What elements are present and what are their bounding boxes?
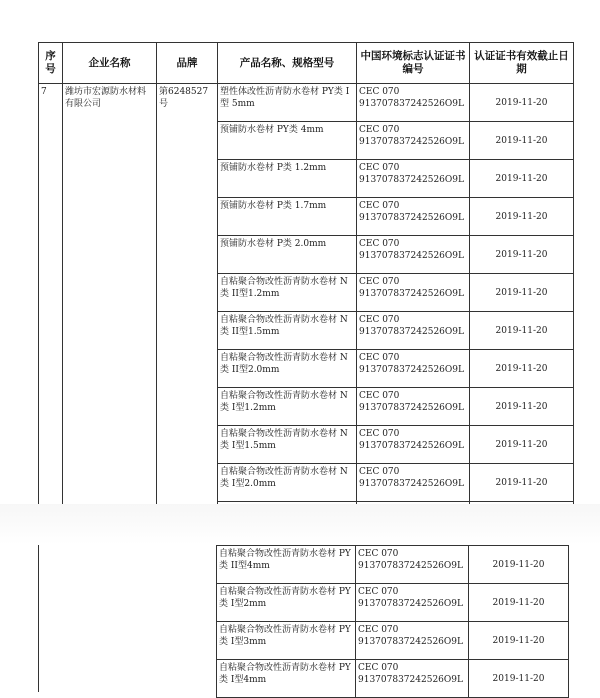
cert-number: 913707837242526O9L xyxy=(359,479,464,489)
product-cell: 自粘聚合物改性沥青防水卷材 N类 II型1.2mm xyxy=(218,274,357,312)
expiry-cell: 2019-11-20 xyxy=(469,622,569,660)
product-cell: 预铺防水卷材 P类 1.2mm xyxy=(218,160,357,198)
product-cell: 自粘聚合物改性沥青防水卷材 N类 I型2.0mm xyxy=(218,464,357,502)
product-cell: 自粘聚合物改性沥青防水卷材 N类 I型1.2mm xyxy=(218,388,357,426)
expiry-cell: 2019-11-20 xyxy=(470,312,574,350)
header-expiry: 认证证书有效截止日期 xyxy=(470,43,574,84)
header-cert-no: 中国环境标志认证证书编号 xyxy=(357,43,470,84)
cert-cell xyxy=(357,84,470,122)
page-break-gap xyxy=(0,504,600,545)
cert-cell xyxy=(357,312,470,350)
cert-number: 913707837242526O9L xyxy=(359,213,464,223)
cert-prefix: CEC 070 xyxy=(359,315,400,325)
cert-cell xyxy=(357,160,470,198)
cert-number: 913707837242526O9L xyxy=(358,637,463,647)
cert-number: 913707837242526O9L xyxy=(359,99,464,109)
cert-prefix: CEC 070 xyxy=(359,467,400,477)
cert-cell xyxy=(357,122,470,160)
cert-prefix: CEC 070 xyxy=(359,429,400,439)
expiry-cell: 2019-11-20 xyxy=(470,84,574,122)
cert-prefix: CEC 070 xyxy=(359,87,400,97)
header-seq: 序号 xyxy=(39,43,63,84)
cert-number: 913707837242526O9L xyxy=(359,251,464,261)
cert-number: 913707837242526O9L xyxy=(358,599,463,609)
cert-prefix: CEC 070 xyxy=(358,625,399,635)
cert-prefix: CEC 070 xyxy=(359,125,400,135)
expiry-cell: 2019-11-20 xyxy=(470,198,574,236)
product-cell: 自粘聚合物改性沥青防水卷材 N类 II型2.0mm xyxy=(218,350,357,388)
cert-prefix: CEC 070 xyxy=(359,201,400,211)
table-row xyxy=(39,84,574,122)
cert-prefix: CEC 070 xyxy=(359,239,400,249)
cert-number: 913707837242526O9L xyxy=(358,675,463,685)
expiry-cell: 2019-11-20 xyxy=(469,584,569,622)
cert-prefix: CEC 070 xyxy=(359,391,400,401)
expiry-cell: 2019-11-20 xyxy=(469,660,569,698)
certificate-table xyxy=(38,42,573,540)
cert-number: 913707837242526O9L xyxy=(359,289,464,299)
expiry-cell: 2019-11-20 xyxy=(470,388,574,426)
product-cell: 预铺防水卷材 PY类 4mm xyxy=(218,122,357,160)
cert-number: 913707837242526O9L xyxy=(359,137,464,147)
header-brand: 品牌 xyxy=(157,43,218,84)
cert-cell xyxy=(356,546,469,584)
product-cell: 自粘聚合物改性沥青防水卷材 PY类 I型3mm xyxy=(217,622,356,660)
product-cell: 预铺防水卷材 P类 2.0mm xyxy=(218,236,357,274)
cert-cell xyxy=(357,274,470,312)
cert-number: 913707837242526O9L xyxy=(358,561,463,571)
header-company: 企业名称 xyxy=(63,43,157,84)
cert-prefix: CEC 070 xyxy=(358,663,399,673)
product-cell: 预铺防水卷材 P类 1.7mm xyxy=(218,198,357,236)
cert-prefix: CEC 070 xyxy=(358,587,399,597)
product-cell: 自粘聚合物改性沥青防水卷材 PY类 I型2mm xyxy=(217,584,356,622)
cert-number: 913707837242526O9L xyxy=(359,403,464,413)
cert-cell xyxy=(356,584,469,622)
expiry-cell: 2019-11-20 xyxy=(470,160,574,198)
cert-cell xyxy=(357,236,470,274)
cert-cell xyxy=(357,388,470,426)
expiry-cell: 2019-11-20 xyxy=(470,464,574,502)
product-cell: 塑性体改性沥青防水卷材 PY类 I型 5mm xyxy=(218,84,357,122)
cert-prefix: CEC 070 xyxy=(359,277,400,287)
entry-company: 潍坊市宏源防水材料有限公司 xyxy=(63,84,157,540)
expiry-cell: 2019-11-20 xyxy=(469,546,569,584)
table-header-row xyxy=(39,43,574,84)
expiry-cell: 2019-11-20 xyxy=(470,274,574,312)
table-row xyxy=(217,584,569,622)
expiry-cell: 2019-11-20 xyxy=(470,350,574,388)
cert-cell xyxy=(356,622,469,660)
product-cell: 自粘聚合物改性沥青防水卷材 PY类 II型4mm xyxy=(217,546,356,584)
header-product: 产品名称、规格型号 xyxy=(218,43,357,84)
product-cell: 自粘聚合物改性沥青防水卷材 N类 I型1.5mm xyxy=(218,426,357,464)
table-row xyxy=(217,622,569,660)
cert-number: 913707837242526O9L xyxy=(359,175,464,185)
cert-prefix: CEC 070 xyxy=(359,353,400,363)
certificate-table-continued xyxy=(216,545,568,698)
cert-number: 913707837242526O9L xyxy=(359,441,464,451)
entry-seq: 7 xyxy=(39,84,63,540)
expiry-cell: 2019-11-20 xyxy=(470,236,574,274)
expiry-cell: 2019-11-20 xyxy=(470,122,574,160)
product-cell: 自粘聚合物改性沥青防水卷材 N类 II型1.5mm xyxy=(218,312,357,350)
cert-cell xyxy=(357,198,470,236)
cert-number: 913707837242526O9L xyxy=(359,365,464,375)
entry-brand: 第6248527号 xyxy=(157,84,218,540)
cert-cell xyxy=(357,426,470,464)
left-border-line xyxy=(38,545,39,692)
cert-prefix: CEC 070 xyxy=(359,163,400,173)
product-cell: 自粘聚合物改性沥青防水卷材 PY类 I型4mm xyxy=(217,660,356,698)
cert-number: 913707837242526O9L xyxy=(359,327,464,337)
table-row xyxy=(217,546,569,584)
expiry-cell: 2019-11-20 xyxy=(470,426,574,464)
cert-cell xyxy=(357,350,470,388)
cert-prefix: CEC 070 xyxy=(358,549,399,559)
cert-cell xyxy=(357,464,470,502)
